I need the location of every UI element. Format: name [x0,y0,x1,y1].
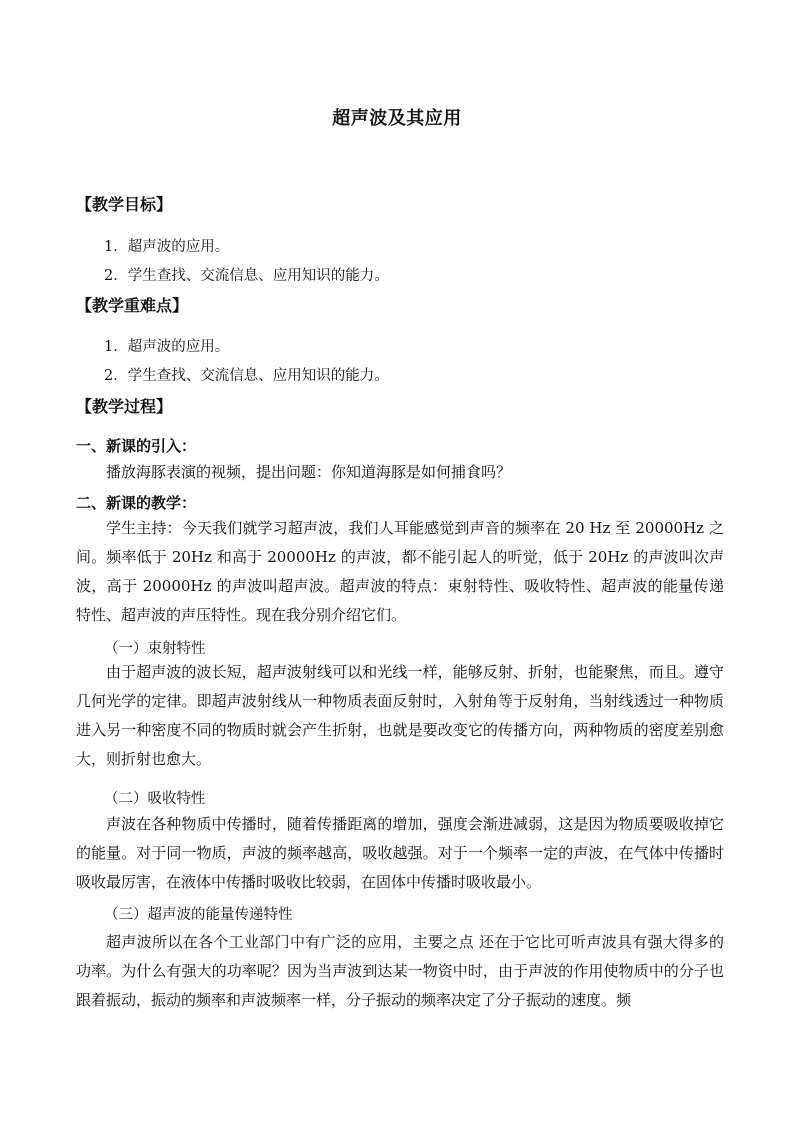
energy-paragraph: 超声波所以在各个工业部门中有广泛的应用，主要之点 还在于它比可听声波具有强大得多的功率。为什么有强大的功率呢？因为当声波到达某一物资中时，由于声波的作用使物质中的分子也跟着振动，振动的频率和声波频率一样，分子振动的频率决定了分子振动的速度。频 [76,933,724,1009]
teaching-heading: 二、新课的教学： [76,494,197,512]
subsection-heading-absorption: （二）吸收特性 [104,791,206,807]
subsection-heading-energy: （三）超声波的能量传递特性 [104,907,293,923]
beam-paragraph: 由于超声波的波长短，超声波射线可以和光线一样，能够反射、折射，也能聚焦，而且。遵守几何光学的定律。即超声波射线从一种物质表面反射时，入射角等于反射角，当射线透过一种物质进入另一种密度不同的物质时就会产生折射，也就是要改变它的传播方向，两种物质的密度差别愈大，则折射也愈大。 [76,663,724,768]
teaching-paragraph: 学生主持：今天我们就学习超声波，我们人耳能感觉到声音的频率在 20 Hz 至 20000Hz 之间。频率低于 20Hz 和高于 20000Hz 的声波，都不能引起人的听觉，低于 20Hz 的声波叫次声波，高于 20000Hz 的声波叫超声波。超声波的特点：束射特性、吸收特性、超声波的能量传递特性、超声波的声压特性。现在我分别介绍它们。 [76,519,724,624]
section-heading-process: 【教学过程】 [76,397,173,416]
intro-paragraph: 播放海豚表演的视频，提出问题：你知道海豚是如何捕食吗？ [106,463,512,481]
absorption-paragraph: 声波在各种物质中传播时，随着传播距离的增加，强度会渐进减弱，这是因为物质要吸收掉它的能量。对于同一物质，声波的频率越高，吸收越强。对于一个频率一定的声波，在气体中传播时吸收最厉害，在液体中传播时吸收比较弱，在固体中传播时吸收最小。 [76,815,724,891]
goal-item-1: 1．超声波的应用。 [104,239,230,255]
subsection-heading-beam: （一）束射特性 [104,641,206,657]
section-heading-keypoints: 【教学重难点】 [76,296,189,315]
keypoint-item-2: 2．学生查找、交流信息、应用知识的能力。 [104,368,389,384]
goal-item-2: 2．学生查找、交流信息、应用知识的能力。 [104,268,389,284]
intro-heading: 一、新课的引入： [76,437,197,455]
keypoint-item-1: 1．超声波的应用。 [104,339,230,355]
document-title: 超声波及其应用 [332,108,462,129]
section-heading-goals: 【教学目标】 [76,195,173,214]
